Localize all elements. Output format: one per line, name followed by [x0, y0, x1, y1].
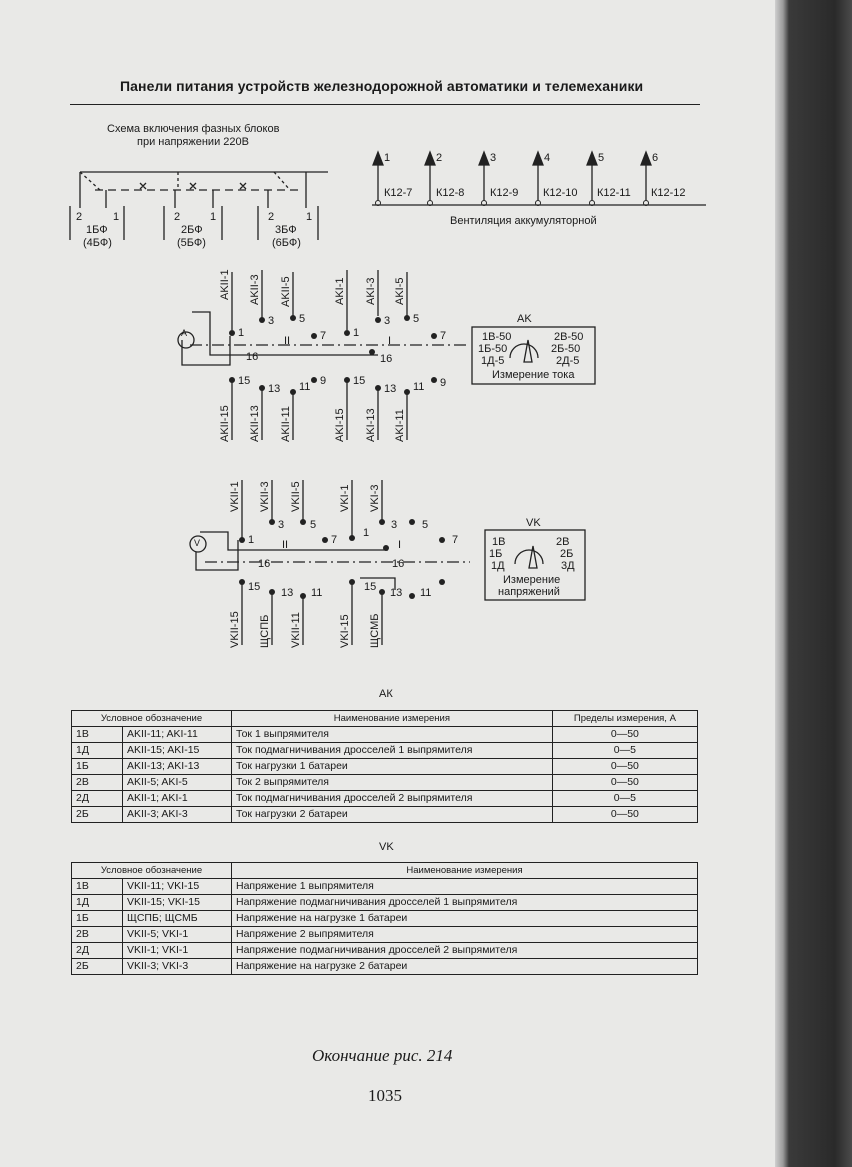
ak-num-t2: 3: [268, 315, 275, 327]
block3-pin-right: 1: [306, 211, 313, 223]
vent-arrow-5-label: К12-11: [597, 187, 631, 199]
cell-contacts: VKII-1; VKI-1: [123, 943, 232, 959]
vk-mid-left: 16: [258, 558, 271, 570]
figure-caption: Окончание рис. 214: [312, 1046, 453, 1065]
ak-num-t3: 5: [299, 313, 306, 325]
block3-name: 3БФ: [275, 224, 297, 236]
cell-contacts: AKII-5; AKI-5: [123, 775, 232, 791]
ak-bottom-label-4: AKI-15: [334, 408, 346, 442]
ak-bottom-label-2: AKII-13: [249, 405, 261, 442]
vent-arrow-3-num: 3: [490, 152, 497, 164]
cell-contacts: AKII-11; AKI-11: [123, 727, 232, 743]
cell-name: Ток 2 выпрямителя: [232, 775, 553, 791]
table-vk: [71, 862, 698, 975]
vent-arrow-5-num: 5: [598, 152, 605, 164]
table-row: [72, 943, 698, 959]
table-row: [72, 791, 698, 807]
vk-top-label-4: VKI-1: [339, 484, 351, 512]
cell-code: 2Б: [72, 959, 123, 975]
table-row: [72, 927, 698, 943]
vk-roman-left: II: [282, 539, 289, 551]
cell-code: 2В: [72, 927, 123, 943]
cell-name: Напряжение подмагничивания дросселей 1 выпрямителя: [232, 895, 698, 911]
phase-scheme-title-1: Схема включения фазных блоков: [107, 123, 280, 135]
table-vk-caption: VK: [379, 841, 394, 853]
ak-box-r1: 2В-50: [554, 331, 584, 343]
cell-name: Напряжение 2 выпрямителя: [232, 927, 698, 943]
table-ak-header: [72, 711, 698, 727]
cell-code: 2В: [72, 775, 123, 791]
vk-num-b6: 11: [420, 587, 432, 599]
vent-arrow-6-num: 6: [652, 152, 659, 164]
ak-num-t4: 7: [320, 330, 327, 342]
vent-arrow-6-label: К12-12: [651, 187, 686, 199]
vk-num-t2: 3: [278, 519, 285, 531]
vk-box-l1: 1В: [492, 536, 506, 548]
cell-name: Ток нагрузки 1 батареи: [232, 759, 553, 775]
cell-name: Ток подмагничивания дросселей 2 выпрямителя: [232, 791, 553, 807]
table-row: [72, 959, 698, 975]
vent-arrow-4-num: 4: [544, 152, 551, 164]
vk-top-label-1: VKII-1: [229, 481, 241, 512]
vk-top-label-5: VKI-3: [369, 484, 381, 512]
vk-meter-symbol: V: [194, 538, 201, 548]
vk-box-r1: 2В: [556, 536, 570, 548]
ak-bottom-label-6: AKI-11: [394, 409, 406, 442]
ak-roman-left: II: [284, 335, 291, 347]
vk-num-b5: 13: [390, 587, 403, 599]
ak-top-label-3: AKII-5: [280, 276, 292, 307]
ak-top-label-6: AKI-5: [394, 277, 406, 305]
block2-pin-left: 2: [174, 211, 181, 223]
cell-contacts: ЩСПБ; ЩСМБ: [123, 911, 232, 927]
ak-num-t7: 5: [413, 313, 420, 325]
vk-num-t3: 5: [310, 519, 317, 531]
table-ak-header-name: Наименование измерения: [232, 711, 553, 727]
cell-range: 0—5: [552, 791, 697, 807]
ak-box-l1: 1В-50: [482, 331, 512, 343]
table-vk-header-code: Условное обозначение: [72, 863, 232, 879]
cell-name: Ток нагрузки 2 батареи: [232, 807, 553, 823]
block2-pin-right: 1: [210, 211, 217, 223]
vk-bottom-label-1: VKII-15: [229, 611, 241, 648]
cell-code: 2Д: [72, 943, 123, 959]
block3-pin-left: 2: [268, 211, 275, 223]
block2-alt: (5БФ): [177, 237, 206, 249]
vent-arrow-3-label: К12-9: [490, 187, 519, 199]
vent-arrow-1-label: К12-7: [384, 187, 413, 199]
cell-code: 1В: [72, 727, 123, 743]
table-row: [72, 759, 698, 775]
table-vk-header: [72, 863, 698, 879]
ak-roman-right: I: [388, 335, 392, 347]
block2-name: 2БФ: [181, 224, 203, 236]
ak-num-b4: 9: [320, 375, 327, 387]
page-number: 1035: [368, 1086, 402, 1105]
cell-code: 1Д: [72, 743, 123, 759]
cell-contacts: VKII-15; VKI-15: [123, 895, 232, 911]
ak-num-b2: 13: [268, 383, 281, 395]
cell-range: 0—50: [552, 759, 697, 775]
cell-name: Ток 1 выпрямителя: [232, 727, 553, 743]
table-ak: [71, 710, 698, 823]
vent-arrow-4-label: К12-10: [543, 187, 578, 199]
cell-code: 1Д: [72, 895, 123, 911]
ak-mid-left: 16: [246, 351, 259, 363]
cell-code: 2Б: [72, 807, 123, 823]
ak-mid-right: 16: [380, 353, 393, 365]
ak-num-b7: 11: [413, 381, 425, 393]
vk-box-l2: 1Б: [489, 548, 503, 560]
vk-num-b1: 15: [248, 581, 261, 593]
ak-num-t8: 7: [440, 330, 447, 342]
ak-bottom-label-1: AKII-15: [219, 405, 231, 442]
ak-box-l2: 1Б-50: [478, 343, 508, 355]
vk-box-r3: 3Д: [561, 560, 575, 572]
vk-box-caption-2: напряжений: [498, 586, 560, 598]
cell-range: 0—50: [552, 727, 697, 743]
vk-box-title: VK: [526, 517, 541, 529]
ak-num-b5: 15: [353, 375, 366, 387]
vk-num-b3: 11: [311, 587, 323, 599]
cell-range: 0—5: [552, 743, 697, 759]
ak-box-caption: Измерение тока: [492, 369, 575, 381]
cell-contacts: AKII-13; AKI-13: [123, 759, 232, 775]
ak-num-t5: 1: [353, 327, 360, 339]
vk-num-t6: 3: [391, 519, 398, 531]
table-row: [72, 807, 698, 823]
block1-name: 1БФ: [86, 224, 108, 236]
table-row: [72, 743, 698, 759]
ak-top-label-4: AKI-1: [334, 277, 346, 305]
vk-box-l3: 1Д: [491, 560, 505, 572]
cell-name: Напряжение на нагрузке 1 батареи: [232, 911, 698, 927]
ak-meter-symbol: A: [181, 328, 188, 338]
ak-box-r2: 2Б-50: [551, 343, 581, 355]
cell-code: 1Б: [72, 759, 123, 775]
vk-num-b2: 13: [281, 587, 294, 599]
cell-contacts: AKII-15; AKI-15: [123, 743, 232, 759]
ak-box-r3: 2Д-5: [556, 355, 580, 367]
cell-code: 2Д: [72, 791, 123, 807]
vk-bottom-label-3: VKII-11: [290, 612, 302, 648]
vk-top-label-2: VKII-3: [259, 481, 271, 512]
cell-contacts: VKII-11; VKI-15: [123, 879, 232, 895]
ak-bottom-label-3: AKII-11: [280, 406, 292, 442]
vk-roman-right: I: [398, 539, 402, 551]
vk-bottom-label-4: VKI-15: [339, 614, 351, 648]
ak-top-label-5: AKI-3: [365, 277, 377, 305]
cell-name: Ток подмагничивания дросселей 1 выпрямителя: [232, 743, 553, 759]
cell-code: 1Б: [72, 911, 123, 927]
cell-code: 1В: [72, 879, 123, 895]
cell-contacts: VKII-5; VKI-1: [123, 927, 232, 943]
cell-name: Напряжение 1 выпрямителя: [232, 879, 698, 895]
vent-arrow-2-label: К12-8: [436, 187, 465, 199]
vk-num-b4: 15: [364, 581, 377, 593]
ak-num-b3: 11: [299, 381, 311, 393]
vk-box-caption-1: Измерение: [503, 574, 561, 586]
ak-top-label-2: AKII-3: [249, 274, 261, 305]
vk-box-r2: 2Б: [560, 548, 574, 560]
vk-num-t1: 1: [248, 534, 255, 546]
phase-scheme-title-2: при напряжении 220В: [137, 136, 249, 148]
vent-arrow-1-num: 1: [384, 152, 391, 164]
vent-caption: Вентиляция аккумуляторной: [450, 215, 597, 227]
ak-top-label-1: AKII-1: [219, 269, 231, 300]
cell-contacts: VKII-3; VKI-3: [123, 959, 232, 975]
vk-bottom-label-5: ЩСМБ: [369, 613, 381, 648]
table-ak-caption: АК: [379, 688, 393, 700]
vk-num-t8: 7: [452, 534, 459, 546]
table-row: [72, 911, 698, 927]
cell-contacts: AKII-1; AKI-1: [123, 791, 232, 807]
ak-num-b8: 9: [440, 377, 447, 389]
cell-name: Напряжение на нагрузке 2 батареи: [232, 959, 698, 975]
cell-name: Напряжение подмагничивания дросселей 2 выпрямителя: [232, 943, 698, 959]
header-title: Панели питания устройств железнодорожной автоматики и телемеханики: [120, 78, 644, 94]
ak-num-t6: 3: [384, 315, 391, 327]
table-row: [72, 727, 698, 743]
ak-num-b6: 13: [384, 383, 397, 395]
table-row: [72, 879, 698, 895]
table-vk-header-name: Наименование измерения: [232, 863, 698, 879]
table-row: [72, 775, 698, 791]
cell-range: 0—50: [552, 775, 697, 791]
vk-num-t4: 7: [331, 534, 338, 546]
ak-num-t1: 1: [238, 327, 245, 339]
table-ak-header-code: Условное обозначение: [72, 711, 232, 727]
ak-bottom-label-5: AKI-13: [365, 408, 377, 442]
ak-num-b1: 15: [238, 375, 251, 387]
vk-num-t5: 1: [363, 527, 370, 539]
cell-range: 0—50: [552, 807, 697, 823]
cell-contacts: AKII-3; AKI-3: [123, 807, 232, 823]
vk-top-label-3: VKII-5: [290, 481, 302, 512]
block3-alt: (6БФ): [272, 237, 301, 249]
vk-mid-right: 16: [392, 558, 405, 570]
vk-bottom-label-2: ЩСПБ: [259, 614, 271, 648]
block1-alt: (4БФ): [83, 237, 112, 249]
vent-arrow-2-num: 2: [436, 152, 443, 164]
ak-box-l3: 1Д-5: [481, 355, 505, 367]
vk-num-t7: 5: [422, 519, 429, 531]
table-row: [72, 895, 698, 911]
block1-pin-left: 2: [76, 211, 83, 223]
ak-box-title: AK: [517, 313, 532, 325]
table-ak-header-range: Пределы измерения, А: [552, 711, 697, 727]
block1-pin-right: 1: [113, 211, 120, 223]
